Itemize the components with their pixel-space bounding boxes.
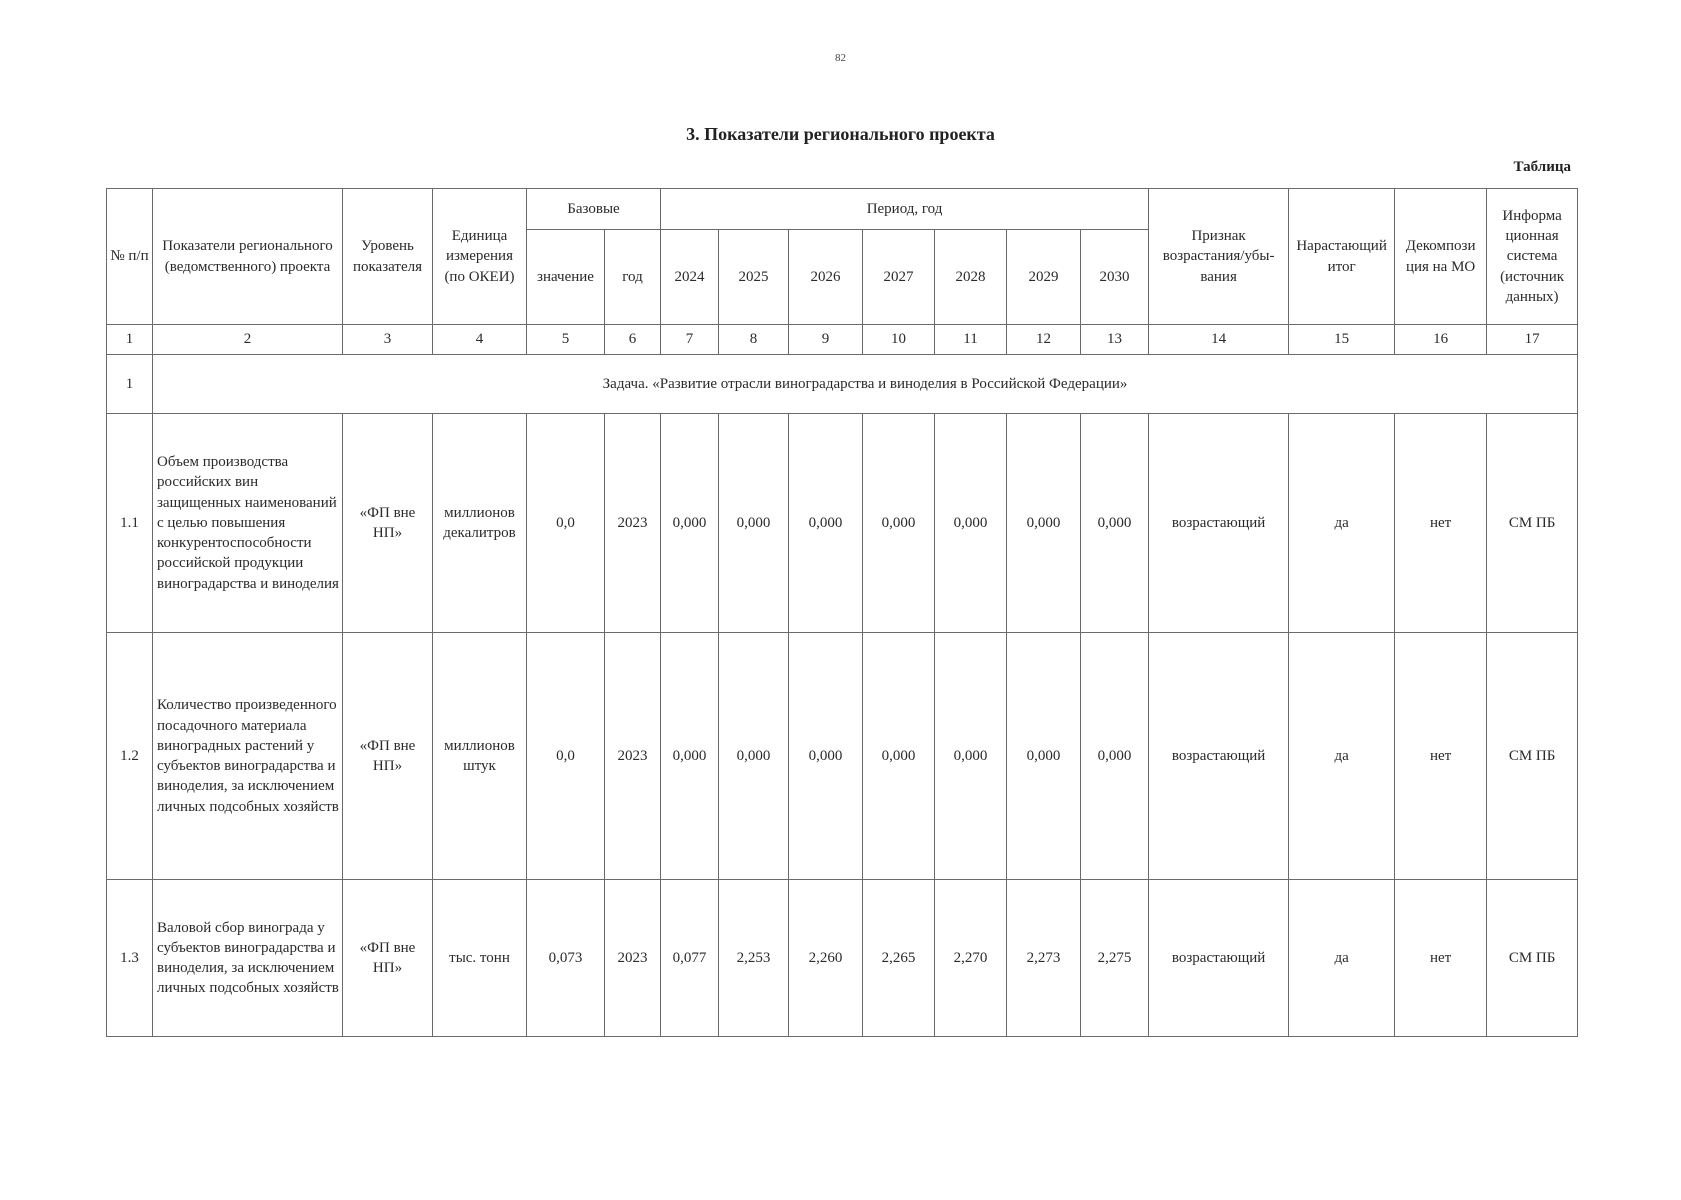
column-number: 17	[1487, 325, 1578, 355]
row-trend: возрастающий	[1149, 633, 1289, 880]
row-value-2025: 0,000	[719, 633, 789, 880]
header-cumulative: Нарастающий итог	[1289, 189, 1395, 325]
table-row	[107, 880, 1578, 1037]
row-base-value: 0,0	[527, 633, 605, 880]
column-number: 9	[789, 325, 863, 355]
row-value-2028: 0,000	[935, 414, 1007, 633]
task-text: Задача. «Развитие отрасли виноградарства и виноделия в Российской Федерации»	[153, 355, 1578, 414]
table-row	[107, 414, 1578, 633]
column-number-row	[107, 325, 1578, 355]
row-base-year: 2023	[605, 880, 661, 1037]
header-base-value: значение	[527, 230, 605, 325]
row-value-2030: 0,000	[1081, 414, 1149, 633]
row-value-2026: 2,260	[789, 880, 863, 1037]
row-trend: возрастающий	[1149, 880, 1289, 1037]
row-trend: возрастающий	[1149, 414, 1289, 633]
header-decomposition: Декомпози ция на МО	[1395, 189, 1487, 325]
header-year-2030: 2030	[1081, 230, 1149, 325]
header-year-2026: 2026	[789, 230, 863, 325]
row-num: 1.3	[107, 880, 153, 1037]
column-number: 6	[605, 325, 661, 355]
row-indicator: Валовой сбор винограда у субъектов виноградарства и виноделия, за исключением личных подсобных хозяйств	[153, 880, 343, 1037]
row-indicator: Количество произведенного посадочного материала виноградных растений у субъектов виноградарства и виноделия, за исключением личных подсобных хозяйств	[153, 633, 343, 880]
row-value-2028: 0,000	[935, 633, 1007, 880]
row-cumulative: да	[1289, 633, 1395, 880]
row-base-value: 0,0	[527, 414, 605, 633]
row-info-system: СМ ПБ	[1487, 414, 1578, 633]
row-value-2027: 0,000	[863, 633, 935, 880]
row-base-year: 2023	[605, 633, 661, 880]
section-title: 3. Показатели регионального проекта	[686, 124, 995, 144]
column-number: 3	[343, 325, 433, 355]
row-cumulative: да	[1289, 880, 1395, 1037]
row-indicator: Объем производства российских вин защищенных наименований с целью повышения конкурентоспособности российской продукции виноградарства и виноделия	[153, 414, 343, 633]
header-indicator: Показатели регионального (ведомственного) проекта	[153, 189, 343, 325]
row-value-2029: 2,273	[1007, 880, 1081, 1037]
header-year-2028: 2028	[935, 230, 1007, 325]
header-row-1	[107, 189, 1578, 230]
column-number: 12	[1007, 325, 1081, 355]
column-number: 5	[527, 325, 605, 355]
column-number: 13	[1081, 325, 1149, 355]
row-decomposition: нет	[1395, 880, 1487, 1037]
row-level: «ФП вне НП»	[343, 414, 433, 633]
header-year-2024: 2024	[661, 230, 719, 325]
column-number: 8	[719, 325, 789, 355]
table-row	[107, 633, 1578, 880]
row-value-2030: 2,275	[1081, 880, 1149, 1037]
row-value-2028: 2,270	[935, 880, 1007, 1037]
column-number: 1	[107, 325, 153, 355]
row-value-2026: 0,000	[789, 414, 863, 633]
header-unit: Единица измерения (по ОКЕИ)	[433, 189, 527, 325]
row-level: «ФП вне НП»	[343, 633, 433, 880]
row-unit: миллионов штук	[433, 633, 527, 880]
column-number: 4	[433, 325, 527, 355]
header-level: Уровень показателя	[343, 189, 433, 325]
row-cumulative: да	[1289, 414, 1395, 633]
row-value-2024: 0,000	[661, 414, 719, 633]
header-info-system: Информа ционная система (источник данных)	[1487, 189, 1578, 325]
task-num: 1	[107, 355, 153, 414]
row-info-system: СМ ПБ	[1487, 880, 1578, 1037]
header-year-2025: 2025	[719, 230, 789, 325]
header-year-2029: 2029	[1007, 230, 1081, 325]
header-year-2027: 2027	[863, 230, 935, 325]
row-value-2030: 0,000	[1081, 633, 1149, 880]
column-number: 2	[153, 325, 343, 355]
row-value-2026: 0,000	[789, 633, 863, 880]
row-num: 1.1	[107, 414, 153, 633]
row-value-2024: 0,077	[661, 880, 719, 1037]
row-num: 1.2	[107, 633, 153, 880]
row-unit: тыс. тонн	[433, 880, 527, 1037]
header-base: Базовые	[527, 189, 661, 230]
row-value-2027: 0,000	[863, 414, 935, 633]
header-trend: Признак возрастания/убы-вания	[1149, 189, 1289, 325]
task-row	[107, 355, 1578, 414]
row-decomposition: нет	[1395, 633, 1487, 880]
row-value-2024: 0,000	[661, 633, 719, 880]
row-unit: миллионов декалитров	[433, 414, 527, 633]
column-number: 14	[1149, 325, 1289, 355]
header-period: Период, год	[661, 189, 1149, 230]
page-number: 82	[835, 52, 846, 64]
row-value-2025: 2,253	[719, 880, 789, 1037]
column-number: 11	[935, 325, 1007, 355]
indicators-table	[106, 188, 1578, 1037]
header-num: № п/п	[107, 189, 153, 325]
row-info-system: СМ ПБ	[1487, 633, 1578, 880]
table-caption: Таблица	[1513, 159, 1571, 175]
column-number: 16	[1395, 325, 1487, 355]
row-value-2029: 0,000	[1007, 633, 1081, 880]
column-number: 15	[1289, 325, 1395, 355]
header-base-year: год	[605, 230, 661, 325]
row-value-2025: 0,000	[719, 414, 789, 633]
row-level: «ФП вне НП»	[343, 880, 433, 1037]
row-value-2029: 0,000	[1007, 414, 1081, 633]
row-base-year: 2023	[605, 414, 661, 633]
row-value-2027: 2,265	[863, 880, 935, 1037]
row-decomposition: нет	[1395, 414, 1487, 633]
column-number: 10	[863, 325, 935, 355]
column-number: 7	[661, 325, 719, 355]
row-base-value: 0,073	[527, 880, 605, 1037]
